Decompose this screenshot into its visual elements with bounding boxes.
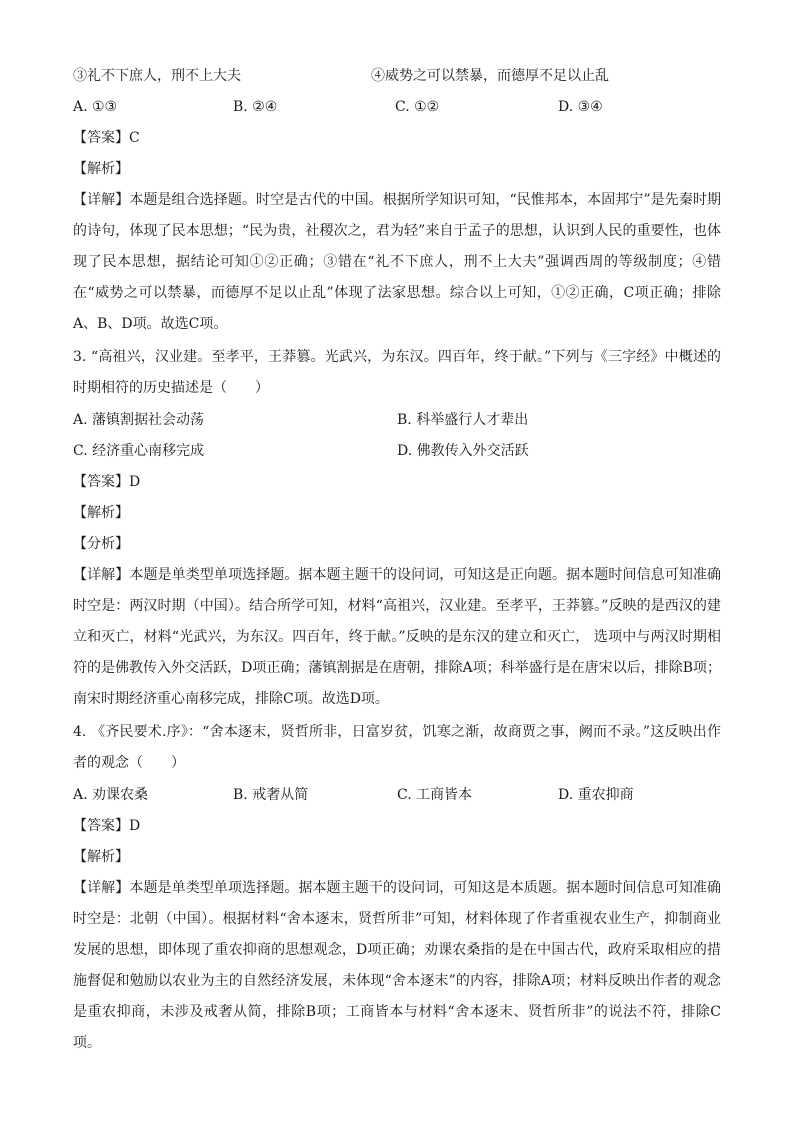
q3-option-d: D. 佛教传入外交活跃 (397, 443, 529, 459)
q3-analysis-label: 【解析】 (73, 505, 129, 521)
q2-answer: 【答案】C (73, 130, 140, 146)
q2-option-c: C. ①② (395, 99, 440, 115)
q3-option-b: B. 科举盛行人才辈出 (397, 412, 529, 428)
q3-detail: 【详解】本题是单类型单项选择题。据本题主题干的设问词，可知这是正向题。据本题时间信息可知准确时空是：两汉时期（中国）。结合所学可知，材料“高祖兴，汉业建。至孝平，王莽篡。”反映的是西汉的建立和灭亡，材料“光武兴，为东汉。四百年，终于献。”反映的是东汉的建立和灭亡， 选项中与两汉时期相符的是佛教传入外交活跃，D项正确；藩镇割据是在唐朝，排除A项；科举盛行是在唐宋以后，排除B项；南宋时期经济重心南移完成，排除C项。故选D项。 (73, 567, 721, 707)
q2-detail: 【详解】本题是组合选择题。时空是古代的中国。根据所学知识可知，“民惟邦本，本固邦宁”是先秦时期的诗句，体现了民本思想；“民为贵，社稷次之，君为轻”来自于孟子的思想，认识到人民的重要性，也体现了民本思想，据结论可知①②正确；③错在“礼不下庶人，刑不上大夫”强调西周的等级制度；④错在“威势之可以禁暴，而德厚不足以止乱”体现了法家思想。综合以上可知，①②正确，C项正确；排除A、B、D项。故选C项。 (73, 192, 721, 332)
q3-answer: 【答案】D (73, 474, 141, 490)
q2-statement-4: ④威势之可以禁暴，而德厚不足以止乱 (371, 68, 609, 84)
q2-option-a: A. ①③ (73, 99, 118, 115)
q2-statement-3: ③礼不下庶人，刑不上大夫 (73, 68, 241, 84)
q4-option-c: C. 工商皆本 (397, 787, 473, 803)
q2-options-row (73, 97, 733, 117)
q3-fenxi-label: 【分析】 (73, 536, 129, 552)
q3-options-row-1 (73, 410, 733, 430)
q4-detail: 【详解】本题是单类型单项选择题。据本题主题干的设问词，可知这是本质题。据本题时间信息可知准确时空是：北朝（中国）。根据材料“舍本逐末，贤哲所非”可知，材料体现了作者重视农业生产，抑制商业发展的思想，即体现了重农抑商的思想观念，D项正确；劝课农桑指的是在中国古代，政府采取相应的措施督促和勉励以农业为主的自然经济发展，未体现“舍本逐末”的内容，排除A项；材料反映出作者的观念是重农抑商，未涉及戒奢从简，排除B项；工商皆本与材料“舍本逐末、贤哲所非”的说法不符，排除C项。 (73, 880, 721, 1051)
q4-answer: 【答案】D (73, 818, 141, 834)
q3-options-row-2 (73, 441, 733, 461)
q3-option-a: A. 藩镇割据社会动荡 (73, 412, 205, 428)
q4-analysis-label: 【解析】 (73, 849, 129, 865)
q2-statements-row (73, 66, 733, 86)
q4-option-b: B. 戒奢从简 (233, 787, 309, 803)
q2-option-d: D. ③④ (558, 99, 603, 115)
q3-option-c: C. 经济重心南移完成 (73, 443, 205, 459)
q3-stem: 3. “高祖兴，汉业建。至孝平，王莽篡。光武兴，为东汉。四百年，终于献。”下列与《三字经》中概述的时期相符的历史描述是（ ） (73, 349, 721, 396)
q2-option-b: B. ②④ (233, 99, 278, 115)
q4-options-row (73, 785, 733, 805)
q4-option-a: A. 劝课农桑 (73, 787, 149, 803)
q4-stem: 4. 《齐民要术.序》：“舍本逐末，贤哲所非，日富岁贫，饥寒之渐，故商贾之事，阙而不录。”这反映出作者的观念（ ） (73, 724, 721, 771)
q2-analysis-label: 【解析】 (73, 161, 129, 177)
q4-option-d: D. 重农抑商 (558, 787, 634, 803)
